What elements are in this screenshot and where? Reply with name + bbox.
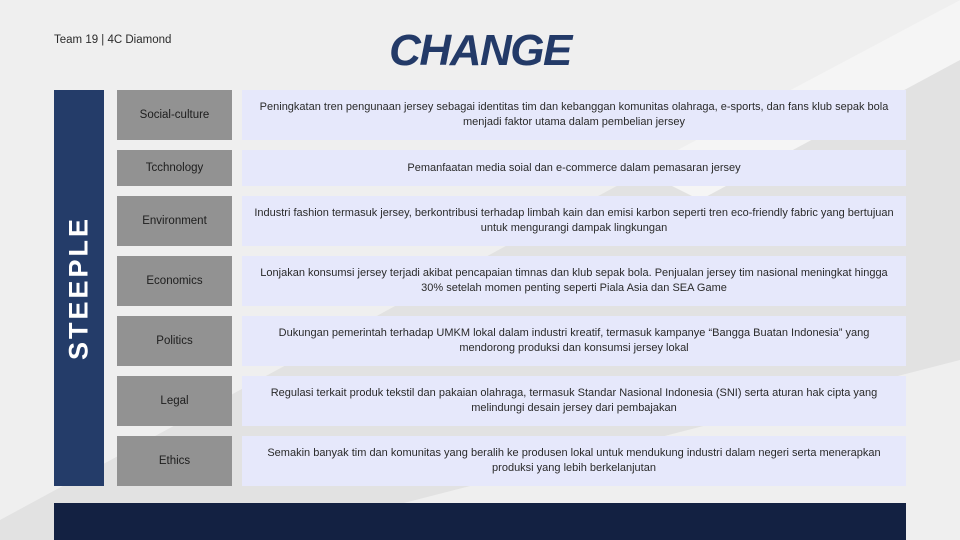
row-technology [117, 150, 906, 186]
steeple-label: STEEPLE [63, 215, 94, 361]
row-description: Peningkatan tren pengunaan jersey sebagai identitas tim dan kebanggan komunitas olahraga, e-sports, dan fans klub sepak bola menjadi faktor utama dalam pembelian jersey [242, 90, 906, 140]
row-label: Tcchnology [117, 150, 232, 186]
row-label: Economics [117, 256, 232, 306]
row-economics [117, 256, 906, 306]
row-environment [117, 196, 906, 246]
row-label: Ethics [117, 436, 232, 486]
row-description: Semakin banyak tim dan komunitas yang beralih ke produsen lokal untuk mendukung industri dalam negeri serta menerapkan produksi yang lebih berkelanjutan [242, 436, 906, 486]
row-description: Lonjakan konsumsi jersey terjadi akibat pencapaian timnas dan klub sepak bola. Penjualan jersey tim nasional meningkat hingga 30% setelah momen penting seperti Piala Asia dan SEA Game [242, 256, 906, 306]
footer-band [54, 503, 906, 540]
row-politics [117, 316, 906, 366]
row-description: Pemanfaatan media soial dan e-commerce dalam pemasaran jersey [242, 150, 906, 186]
row-description: Dukungan pemerintah terhadap UMKM lokal dalam industri kreatif, termasuk kampanye “Bangga Buatan Indonesia” yang mendorong produksi dan konsumsi jersey lokal [242, 316, 906, 366]
row-description: Regulasi terkait produk tekstil dan pakaian olahraga, termasuk Standar Nasional Indonesia (SNI) serta aturan hak cipta yang melindungi desain jersey dari pembajakan [242, 376, 906, 426]
row-legal [117, 376, 906, 426]
page-title: CHANGE [389, 26, 571, 75]
row-description: Industri fashion termasuk jersey, berkontribusi terhadap limbah kain dan emisi karbon seperti tren eco-friendly fabric yang bertujuan untuk mengurangi dampak lingkungan [242, 196, 906, 246]
row-ethics [117, 436, 906, 486]
row-social-culture [117, 90, 906, 140]
row-label: Social-culture [117, 90, 232, 140]
steeple-sidebar [54, 90, 104, 486]
row-label: Legal [117, 376, 232, 426]
team-label: Team 19 | 4C Diamond [54, 34, 172, 46]
row-label: Politics [117, 316, 232, 366]
row-label: Environment [117, 196, 232, 246]
